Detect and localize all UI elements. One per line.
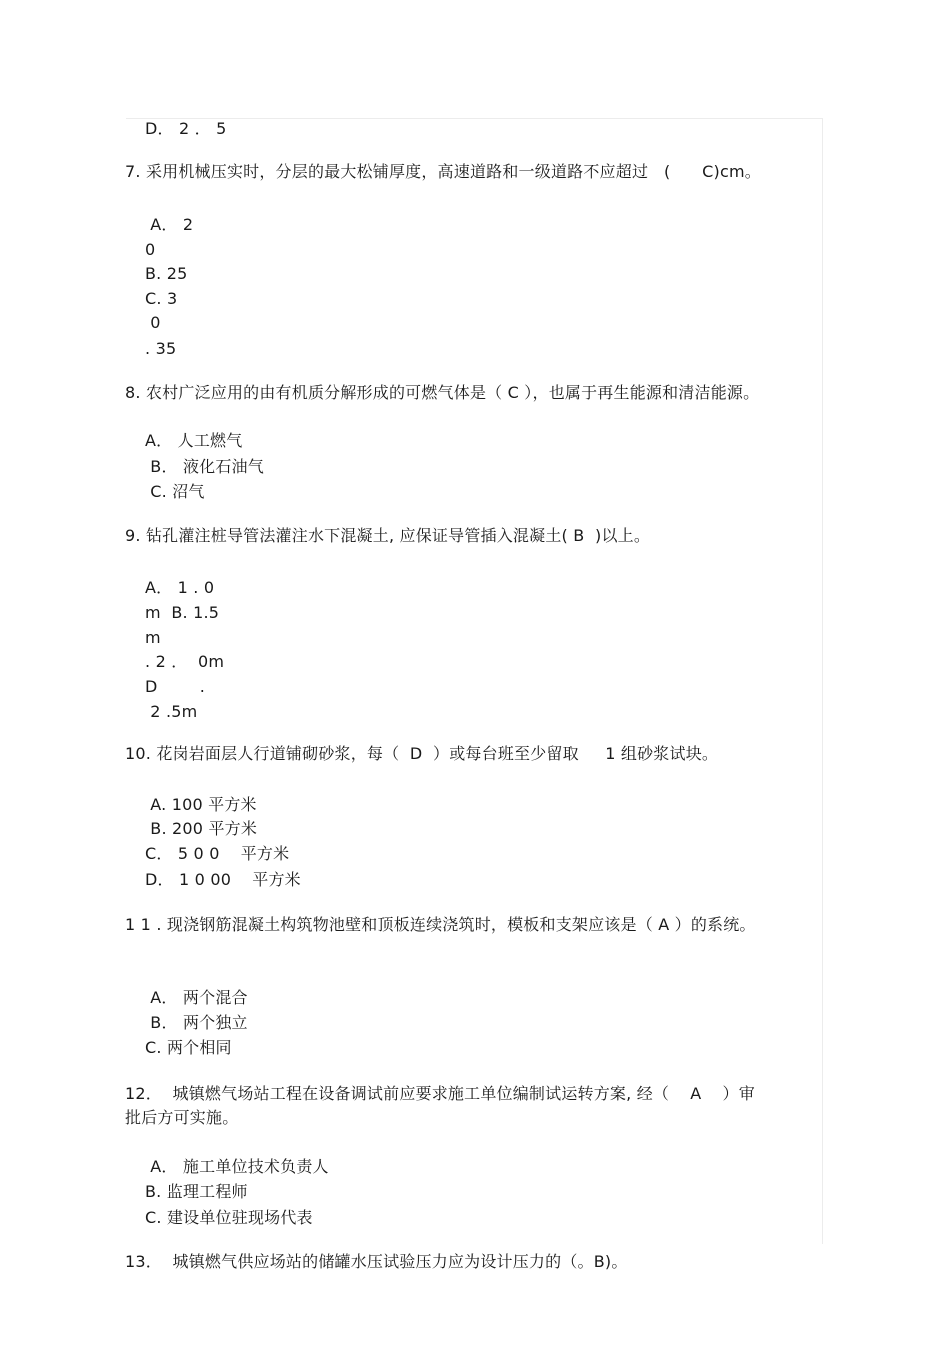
option-line: B. 200 平方米: [145, 819, 258, 838]
option-line: C. 建设单位驻现场代表: [145, 1208, 313, 1227]
option-line: C. 沼气: [145, 482, 205, 501]
option-line: D． 1 0 00 平方米: [145, 870, 301, 889]
option-line: m B. 1.5: [145, 603, 220, 622]
option-line: . 2 ． 0m: [145, 652, 225, 671]
question-9: 9. 钻孔灌注桩导管法灌注水下混凝土, 应保证导管插入混凝土( B )以上。: [125, 526, 651, 545]
option-line: B. 监理工程师: [145, 1182, 248, 1201]
option-line: A． 人工燃气: [145, 431, 243, 450]
page-frame-right-border: [822, 118, 823, 1244]
question-7: 7. 采用机械压实时，分层的最大松铺厚度，高速道路和一级道路不应超过 ( C)cm。: [125, 162, 761, 181]
option-line: A． 1 . 0: [145, 578, 215, 597]
option-line: B． 两个独立: [145, 1013, 248, 1032]
option-line: A． 2: [145, 215, 194, 234]
option-line: A． 施工单位技术负责人: [145, 1157, 329, 1176]
option-line: . 35: [145, 339, 177, 358]
option-line: m: [145, 628, 161, 647]
option-line: A. 100 平方米: [145, 795, 257, 814]
option-line: D .: [145, 677, 206, 696]
question-13: 13． 城镇燃气供应场站的储罐水压试验压力应为设计压力的（。B)。: [125, 1252, 628, 1271]
option-line: B. 25: [145, 264, 188, 283]
question-12-continued: 批后方可实施。: [125, 1108, 239, 1127]
option-line: B． 液化石油气: [145, 457, 264, 476]
option-line: C． 5 0 0 平方米: [145, 844, 290, 863]
option-line: C. 3: [145, 289, 178, 308]
page-frame-top-border: [126, 118, 823, 119]
question-12: 12． 城镇燃气场站工程在设备调试前应要求施工单位编制试运转方案, 经（ A ）审: [125, 1084, 755, 1103]
option-line: C. 两个相同: [145, 1038, 232, 1057]
option-line: 0: [145, 240, 156, 259]
option-line: 2 .5m: [145, 702, 198, 721]
question-8: 8. 农村广泛应用的由有机质分解形成的可燃气体是（ C ），也属于再生能源和清洁能源。: [125, 383, 760, 402]
option-line: 0: [145, 313, 161, 332]
question-10: 10. 花岗岩面层人行道铺砌砂浆，每（ D ）或每台班至少留取 1 组砂浆试块。: [125, 744, 719, 763]
option-line: A． 两个混合: [145, 988, 248, 1007]
option-d-q6: D． 2 ． 5: [145, 119, 227, 138]
question-11: 1 1 . 现浇钢筋混凝土构筑物池壁和顶板连续浇筑时，模板和支架应该是（ A ）的系统。: [125, 915, 756, 934]
